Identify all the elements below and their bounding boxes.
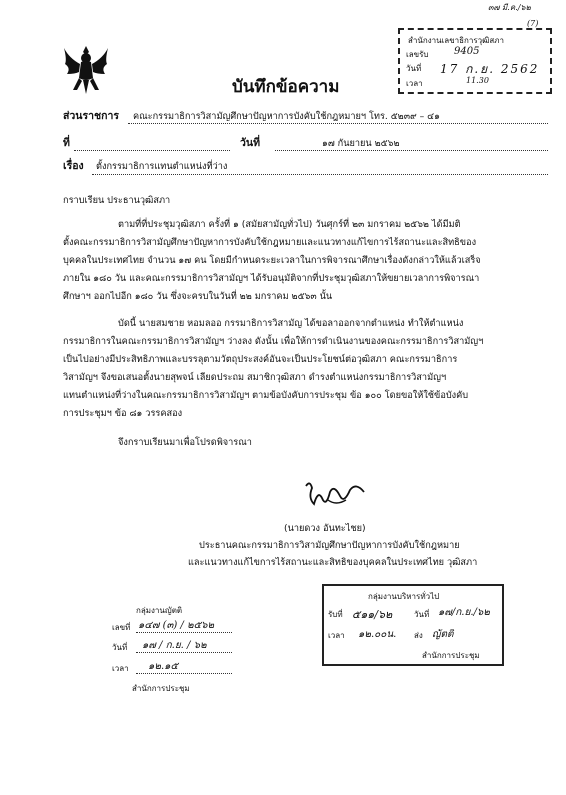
stamp-left-no-line	[136, 632, 232, 633]
agency-label: ส่วนราชการ	[63, 110, 120, 122]
subject-value: ตั้งกรรมาธิการแทนตำแหน่งที่ว่าง	[96, 161, 228, 172]
subject-label: เรื่อง	[63, 160, 84, 172]
closing-line: จึงกราบเรียนมาเพื่อโปรดพิจารณา	[118, 437, 252, 448]
stamp-date-label: วันที่	[406, 64, 422, 73]
signer-title-line-1: ประธานคณะกรรมาธิการวิสามัญศึกษาปัญหาการบังคับใช้กฎหมาย	[199, 540, 460, 551]
stamp-left-date-line	[136, 652, 232, 653]
para1-line-5: ศึกษาฯ ออกไปอีก ๑๘๐ วัน ซึ่งจะครบในวันที่ ๒๒ มกราคม ๒๕๖๓ นั้น	[63, 291, 333, 302]
stamp-right-date-label: วันที่	[414, 610, 430, 619]
stamp-right-receive-label: รับที่	[328, 610, 343, 619]
date-label: วันที่	[240, 137, 260, 149]
para2-line-4: วิสามัญฯ จึงขอเสนอตั้งนายสุพจน์ เลียดประถม สมาชิกวุฒิสภา ดำรงตำแหน่งกรรมาธิการวิสามัญฯ	[63, 372, 447, 383]
garuda-emblem-icon	[63, 44, 109, 96]
ref-label: ที่	[63, 137, 70, 149]
stamp-right-send: ญัตติ	[432, 629, 454, 640]
ref-underline	[74, 150, 230, 151]
salutation: กราบเรียน ประธานวุฒิสภา	[63, 195, 171, 206]
para1-line-4: ภายใน ๑๘๐ วัน และคณะกรรมาธิการวิสามัญฯ ได้รับอนุมัติจากที่ประชุมวุฒิสภาให้ขยายเวลาการพิจารณา	[63, 273, 480, 284]
stamp-date: 17 ก.ย. 2562	[440, 62, 540, 76]
stamp-left-date: ๑๗ / ก.ย. / ๖๒	[142, 640, 207, 651]
stamp-general-admin	[322, 584, 504, 666]
stamp-right-date: ๑๗/ก.ย./๖๒	[438, 607, 490, 618]
stamp-motion-group	[112, 604, 242, 694]
document-title: บันทึกข้อความ	[232, 77, 340, 97]
stamp-time-label: เวลา	[406, 79, 423, 88]
stamp-office: สำนักงานเลขาธิการวุฒิสภา	[408, 36, 505, 45]
stamp-right-receive-no: ๕๑๑/๖๒	[352, 608, 393, 621]
stamp-right-time: ๑๒.๐๐น.	[358, 629, 397, 640]
corner-note: ๓๗ มี.ค./๖๒	[488, 3, 531, 12]
stamp-left-no-label: เลขที่	[112, 623, 131, 632]
subject-underline	[92, 174, 548, 175]
stamp-left-time-label: เวลา	[112, 664, 129, 673]
stamp-left-date-label: วันที่	[112, 643, 128, 652]
stamp-time: 11.30	[466, 76, 489, 85]
para2-line-3: เป็นไปอย่างมีประสิทธิภาพและบรรลุตามวัตถุประสงค์อันจะเป็นประโยชน์ต่อวุฒิสภา คณะกรรมาธิการ	[63, 354, 458, 365]
date-underline	[275, 150, 548, 151]
stamp-left-no: ๑๔๗ (๓) / ๒๕๖๒	[138, 620, 215, 631]
stamp-left-time: ๑๒.๑๕	[148, 661, 179, 672]
stamp-right-send-label: ส่ง	[414, 631, 423, 640]
signer-title-line-2: และแนวทางแก้ไขการไร้สถานะและสิทธิของบุคคลในประเทศไทย วุฒิสภา	[188, 557, 478, 568]
para2-line-5: แทนตำแหน่งที่ว่างในคณะกรรมาธิการวิสามัญฯ ตามข้อบังคับการประชุม ข้อ ๑๐๐ โดยขอให้ใช้ข้อบังคับ	[63, 390, 469, 401]
para1-line-2: ตั้งคณะกรรมาธิการวิสามัญศึกษาปัญหาการบังคับใช้กฎหมายและแนวทางแก้ไขการไร้สถานะและสิทธิของ	[63, 237, 477, 248]
signer-name: (นายดวง อันทะไชย)	[284, 523, 366, 534]
stamp-left-time-line	[136, 673, 232, 674]
stamp-left-office: สำนักการประชุม	[132, 684, 190, 693]
stamp-right-time-label: เวลา	[328, 631, 345, 640]
receive-stamp-senate	[398, 28, 552, 94]
para1-line-3: บุคคลในประเทศไทย จำนวน ๑๗ คน โดยมีกำหนดระยะเวลาในการพิจารณาศึกษาเรื่องดังกล่าวให้แล้วเสร็จ	[63, 255, 481, 266]
para2-line-1: บัดนี้ นายสมชาย หอมลออ กรรมาธิการวิสามัญ ได้ขอลาออกจากตำแหน่ง ทำให้ตำแหน่ง	[118, 318, 464, 329]
agency-underline	[128, 123, 548, 124]
stamp-receive-no: 9405	[454, 46, 480, 57]
signature-scribble	[300, 478, 370, 512]
date-value: ๑๗ กันยายน ๒๕๖๒	[322, 138, 400, 149]
para2-line-6: การประชุมฯ ข้อ ๘๑ วรรคสอง	[63, 408, 183, 419]
stamp-receive-label: เลขรับ	[406, 50, 429, 59]
stamp-right-title: กลุ่มงานบริหารทั่วไป	[368, 592, 440, 601]
corner-mark: (7)	[527, 19, 539, 28]
stamp-left-title: กลุ่มงานญัตติ	[136, 606, 183, 615]
stamp-right-office: สำนักการประชุม	[422, 651, 480, 660]
para1-line-1: ตามที่ที่ประชุมวุฒิสภา ครั้งที่ ๑ (สมัยสามัญทั่วไป) วันศุกร์ที่ ๒๓ มกราคม ๒๕๖๒ ได้มีมติ	[118, 219, 461, 230]
agency-value: คณะกรรมาธิการวิสามัญศึกษาปัญหาการบังคับใช้กฎหมายฯ โทร. ๕๒๓๙ – ๔๑	[133, 111, 440, 122]
para2-line-2: กรรมาธิการในคณะกรรมาธิการวิสามัญฯ ว่างลง ดังนั้น เพื่อให้การดำเนินงานของคณะกรรมาธิการวิสามัญฯ	[63, 336, 484, 347]
